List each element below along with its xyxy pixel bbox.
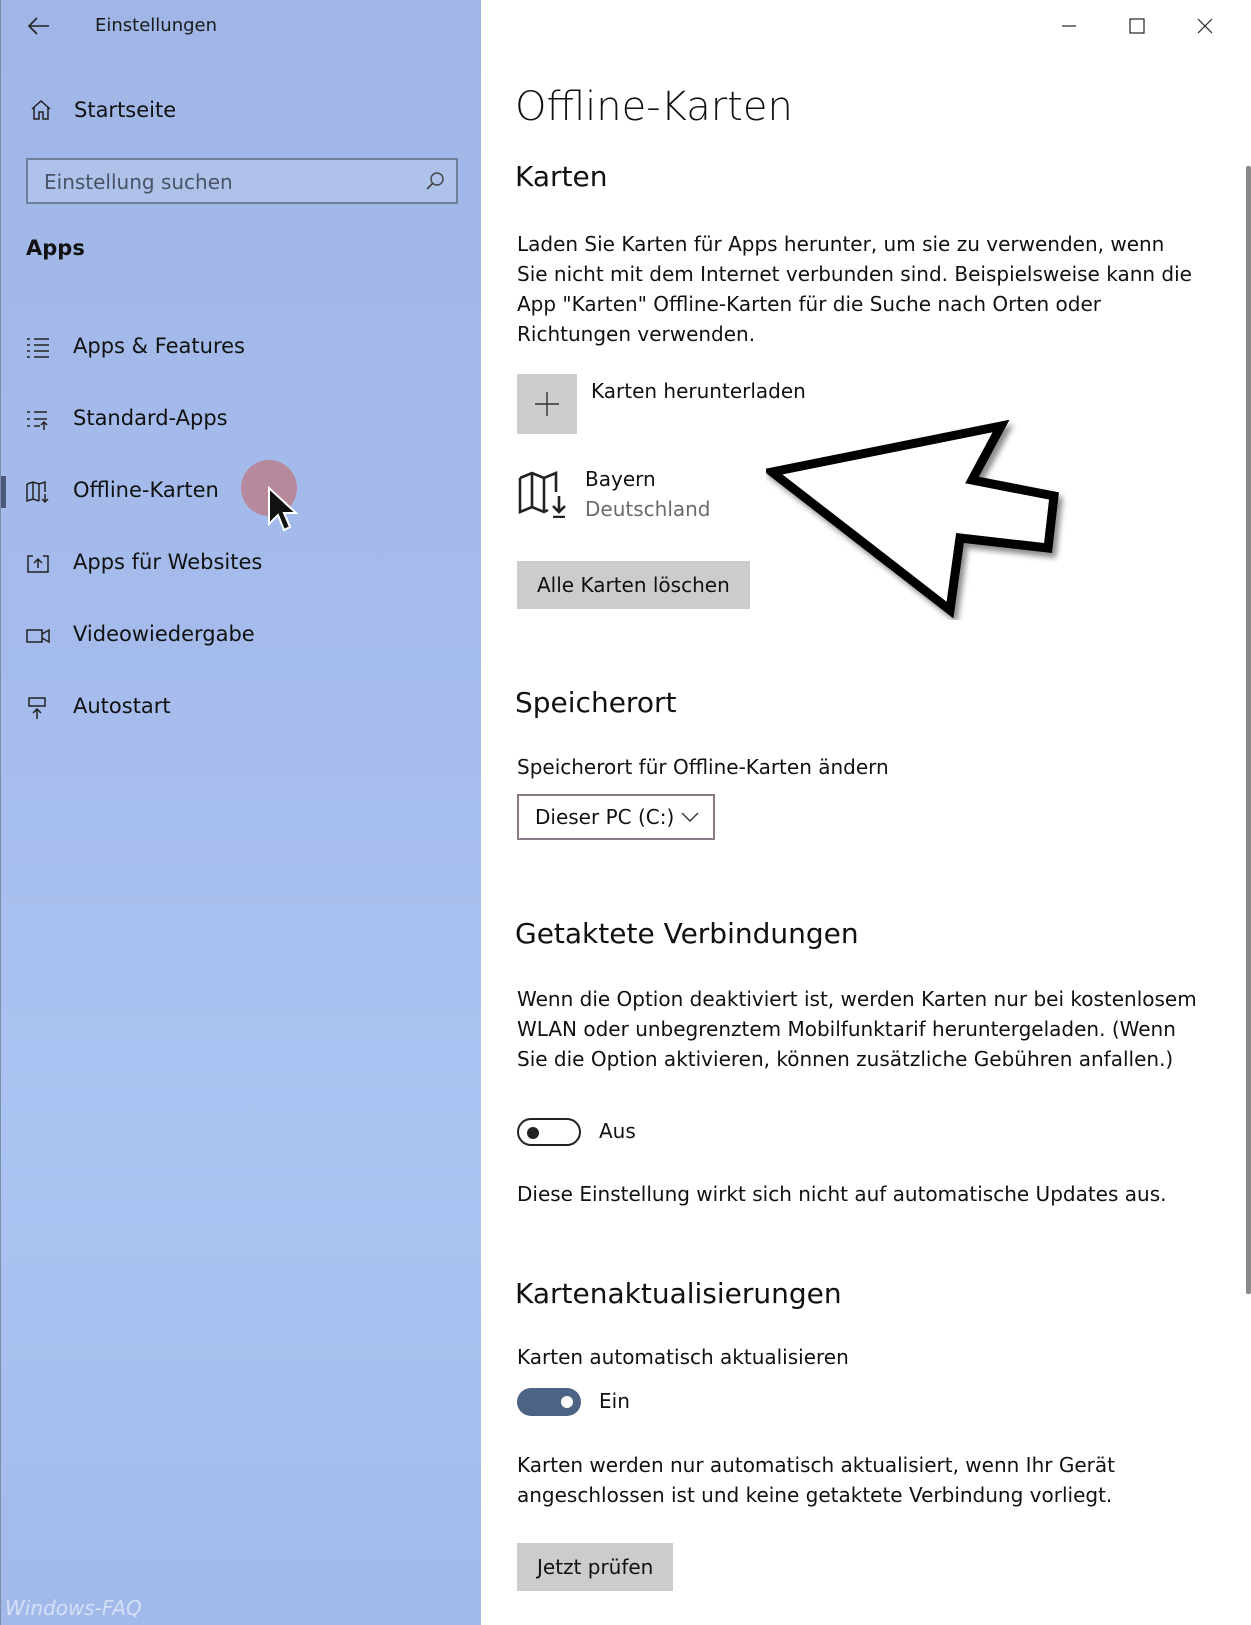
back-arrow-icon bbox=[28, 17, 50, 35]
section-heading-maps: Karten bbox=[515, 160, 608, 193]
sidebar-nav bbox=[1, 312, 482, 744]
minimize-button[interactable] bbox=[1035, 0, 1103, 52]
metered-description: Wenn die Option deaktiviert ist, werden Karten nur bei kostenlosem WLAN oder unbegrenztem Mobilfunktarif heruntergeladen. (Wenn Sie die Option aktivieren, können zusätzliche Gebühren anfallen.) bbox=[517, 987, 1197, 1071]
sidebar-item-label: Offline-Karten bbox=[73, 478, 219, 502]
sidebar-item-label: Autostart bbox=[73, 694, 171, 718]
back-button[interactable] bbox=[19, 10, 59, 42]
auto-update-toggle[interactable] bbox=[517, 1388, 581, 1416]
video-icon bbox=[25, 624, 51, 648]
main-content bbox=[481, 0, 1251, 1625]
toggle-knob bbox=[527, 1127, 539, 1139]
section-heading-metered: Getaktete Verbindungen bbox=[515, 917, 859, 950]
sidebar-item-label: Apps & Features bbox=[73, 334, 245, 358]
close-icon bbox=[1197, 18, 1213, 34]
metered-toggle-state: Aus bbox=[599, 1119, 636, 1143]
page-title: Offline-Karten bbox=[515, 84, 793, 130]
sidebar-item-default-apps[interactable] bbox=[1, 384, 482, 456]
sidebar-item-label: Standard-Apps bbox=[73, 406, 228, 430]
search-input[interactable] bbox=[28, 160, 426, 204]
startup-icon bbox=[25, 696, 51, 720]
list-icon bbox=[25, 336, 51, 360]
home-label: Startseite bbox=[74, 98, 177, 122]
map-name[interactable]: Bayern bbox=[585, 467, 656, 491]
download-maps-button[interactable] bbox=[517, 374, 577, 434]
sidebar-item-apps-features[interactable] bbox=[1, 312, 482, 384]
metered-toggle[interactable] bbox=[517, 1118, 581, 1146]
section-heading-storage: Speicherort bbox=[515, 686, 677, 719]
maximize-button[interactable] bbox=[1103, 0, 1171, 52]
watermark: Windows-FAQ bbox=[5, 1596, 142, 1620]
home-nav-item[interactable] bbox=[1, 88, 482, 134]
scrollbar[interactable] bbox=[1246, 166, 1251, 1294]
open-in-app-icon bbox=[25, 552, 51, 576]
app-title: Einstellungen bbox=[95, 15, 218, 36]
auto-update-description: Karten werden nur automatisch aktualisiert, wenn Ihr Gerät angeschlossen ist und keine getaktete Verbindung vorliegt. bbox=[517, 1453, 1115, 1507]
maximize-icon bbox=[1129, 18, 1145, 34]
auto-update-label: Karten automatisch aktualisieren bbox=[517, 1345, 849, 1369]
annotation-arrow-icon bbox=[766, 420, 1076, 620]
sidebar-item-label: Apps für Websites bbox=[73, 550, 263, 574]
toggle-knob bbox=[561, 1396, 573, 1408]
settings-search[interactable] bbox=[26, 158, 458, 204]
map-download-icon bbox=[517, 470, 571, 518]
maps-description: Laden Sie Karten für Apps herunter, um sie zu verwenden, wenn Sie nicht mit dem Internet verbunden sind. Beispielsweise kann die App "Karten" Offline-Karten für die Suche nach Orten oder Richtungen verwenden. bbox=[517, 232, 1192, 346]
title-bar bbox=[1, 0, 482, 52]
map-download-icon bbox=[25, 480, 51, 504]
sidebar bbox=[0, 0, 481, 1625]
sidebar-item-apps-websites[interactable] bbox=[1, 528, 482, 600]
plus-icon bbox=[534, 391, 560, 417]
storage-label: Speicherort für Offline-Karten ändern bbox=[517, 755, 889, 779]
chevron-down-icon bbox=[681, 810, 699, 824]
storage-location-dropdown[interactable] bbox=[517, 794, 715, 840]
section-heading-updates: Kartenaktualisierungen bbox=[515, 1277, 842, 1310]
sidebar-item-startup[interactable] bbox=[1, 672, 482, 744]
default-apps-icon bbox=[25, 408, 51, 432]
mouse-pointer-icon bbox=[267, 486, 299, 534]
sidebar-item-video-playback[interactable] bbox=[1, 600, 482, 672]
sidebar-item-label: Videowiedergabe bbox=[73, 622, 255, 646]
check-now-button[interactable]: Jetzt prüfen bbox=[517, 1543, 673, 1591]
storage-location-value: Dieser PC (C:) bbox=[535, 805, 675, 829]
window-controls bbox=[1035, 0, 1239, 52]
close-button[interactable] bbox=[1171, 0, 1239, 52]
minimize-icon bbox=[1061, 18, 1077, 34]
search-icon[interactable] bbox=[424, 170, 446, 192]
download-maps-label[interactable]: Karten herunterladen bbox=[591, 379, 806, 403]
map-country: Deutschland bbox=[585, 497, 711, 521]
metered-note: Diese Einstellung wirkt sich nicht auf automatische Updates aus. bbox=[517, 1182, 1167, 1206]
group-heading: Apps bbox=[26, 236, 85, 260]
delete-all-maps-button[interactable]: Alle Karten löschen bbox=[517, 561, 750, 609]
auto-update-toggle-state: Ein bbox=[599, 1389, 630, 1413]
home-icon bbox=[29, 98, 53, 122]
